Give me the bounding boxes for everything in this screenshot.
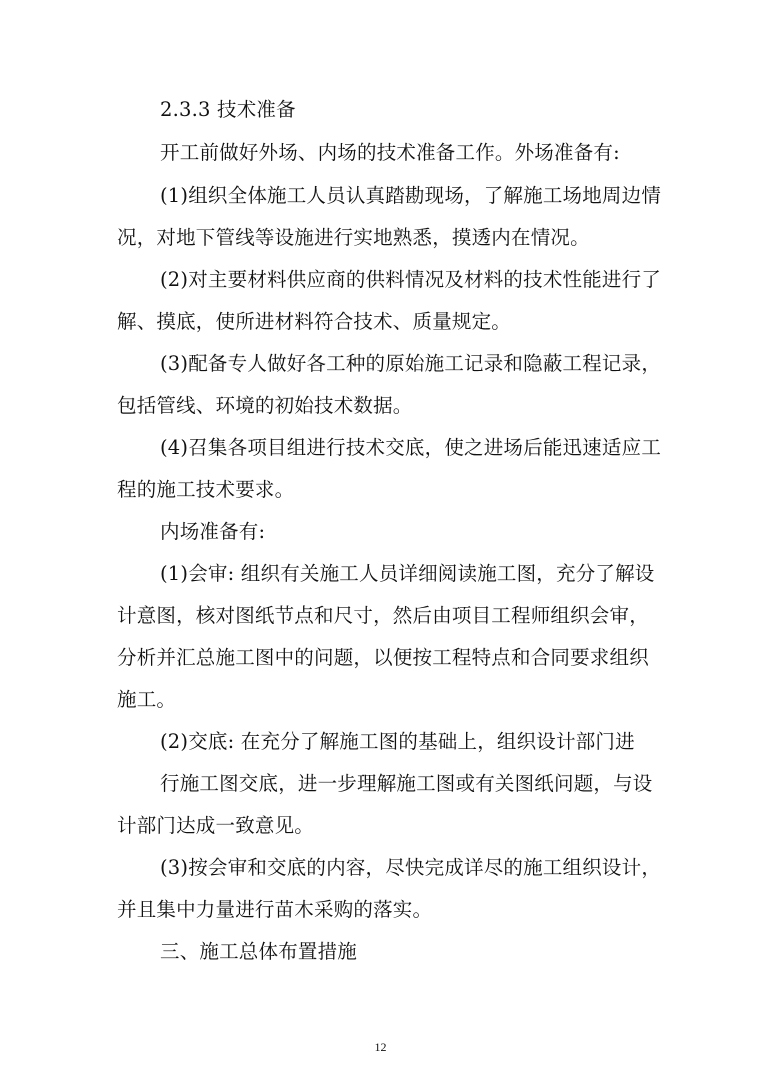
item-1-line-1: (1)组织全体施工人员认真踏勘现场，了解施工场地周边情 <box>160 184 662 207</box>
section-heading-3: 三、施工总体布置措施 <box>160 940 358 963</box>
inner-prep-heading: 内场准备有: <box>160 520 266 543</box>
item-4-line-1: (4)召集各项目组进行技术交底，使之进场后能迅速适应工 <box>160 436 662 459</box>
section-heading-2-3-3: 2.3.3 技术准备 <box>160 98 296 121</box>
inner-item-1-line-4: 施工。 <box>117 688 177 711</box>
item-1-line-2: 况，对地下管线等设施进行实地熟悉，摸透内在情况。 <box>117 226 590 249</box>
inner-item-1-line-2: 计意图，核对图纸节点和尺寸，然后由项目工程师组织会审， <box>117 604 649 627</box>
item-2-line-2: 解、摸底，使所进材料符合技术、质量规定。 <box>117 310 512 333</box>
inner-item-2-line-3: 计部门达成一致意见。 <box>117 814 315 837</box>
inner-item-2-line-1: (2)交底: 在充分了解施工图的基础上，组织设计部门进 <box>160 730 635 753</box>
inner-item-3-line-2: 并且集中力量进行苗木采购的落实。 <box>117 898 433 921</box>
inner-item-3-line-1: (3)按会审和交底的内容，尽快完成详尽的施工组织设计， <box>160 856 662 879</box>
page-number: 12 <box>374 1040 387 1054</box>
item-4-line-2: 程的施工技术要求。 <box>117 478 295 501</box>
item-2-line-1: (2)对主要材料供应商的供料情况及材料的技术性能进行了 <box>160 268 662 291</box>
item-3-line-1: (3)配备专人做好各工种的原始施工记录和隐蔽工程记录， <box>160 352 662 375</box>
inner-item-2-line-2: 行施工图交底，进一步理解施工图或有关图纸问题，与设 <box>160 772 653 795</box>
paragraph-intro: 开工前做好外场、内场的技术准备工作。外场准备有: <box>160 141 620 164</box>
inner-item-1-line-1: (1)会审: 组织有关施工人员详细阅读施工图，充分了解设 <box>160 562 655 585</box>
inner-item-1-line-3: 分析并汇总施工图中的问题，以便按工程特点和合同要求组织 <box>117 646 649 669</box>
item-3-line-2: 包括管线、环境的初始技术数据。 <box>117 394 413 417</box>
